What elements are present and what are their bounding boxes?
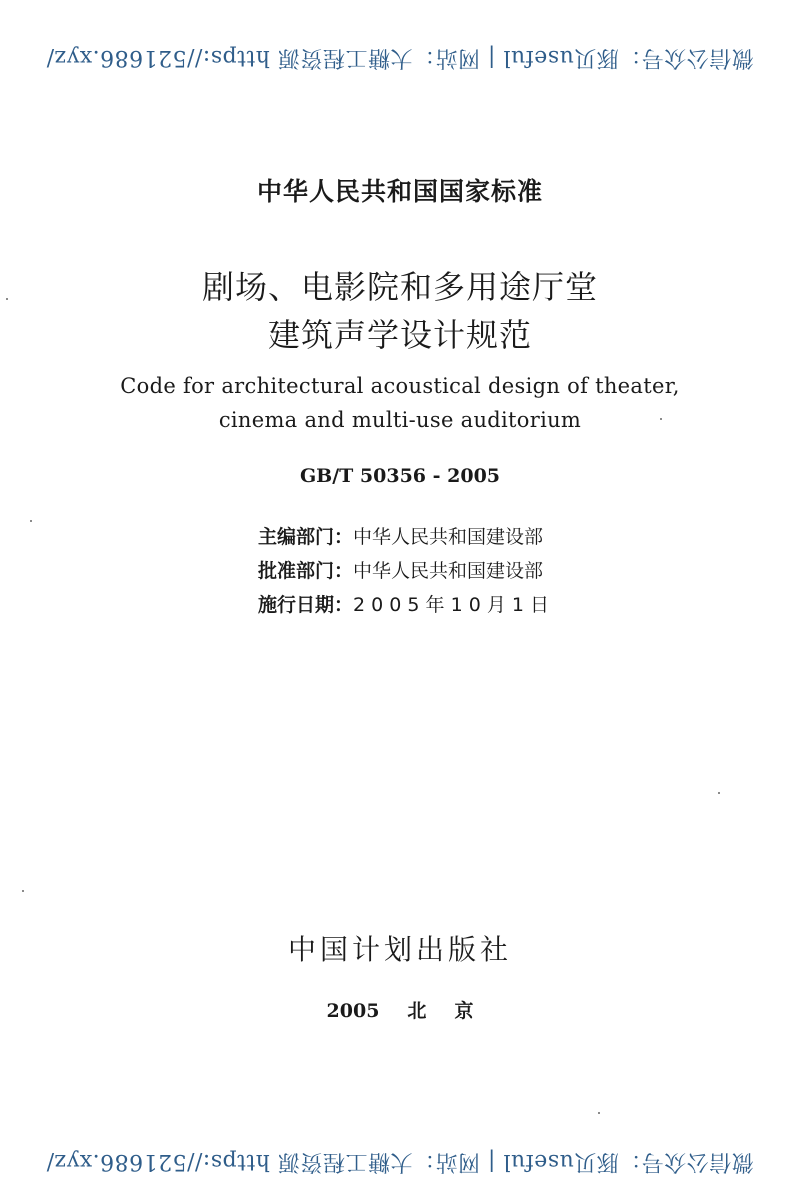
title-line-2: 建筑声学设计规范 bbox=[267, 316, 532, 354]
publication-city-2: 京 bbox=[454, 1000, 474, 1022]
scan-speck bbox=[718, 792, 720, 794]
standard-category: 中华人民共和国国家标准 bbox=[256, 177, 543, 206]
scan-speck bbox=[30, 520, 32, 522]
editor-label: 主编部门： bbox=[258, 526, 354, 548]
watermark-bottom: 微信公众号：豚贝useful | 网站：大糖工程资源 https://521686.xyz/ bbox=[46, 1149, 754, 1174]
effective-value: 2 0 0 5 年 1 0 月 1 日 bbox=[353, 594, 549, 616]
editor-value: 中华人民共和国建设部 bbox=[353, 526, 544, 548]
approver-label: 批准部门： bbox=[258, 560, 354, 582]
standard-code: GB/T 50356 - 2005 bbox=[299, 465, 501, 487]
publication-year: 2005 bbox=[326, 1000, 380, 1022]
effective-label: 施行日期： bbox=[258, 594, 354, 616]
editor-department bbox=[258, 522, 543, 549]
approver-department bbox=[258, 556, 543, 583]
title-line-1: 剧场、电影院和多用途厅堂 bbox=[201, 268, 598, 306]
approver-value: 中华人民共和国建设部 bbox=[353, 560, 544, 582]
scan-speck bbox=[660, 418, 662, 420]
publisher-name: 中国计划出版社 bbox=[287, 933, 512, 966]
scan-speck bbox=[598, 1112, 600, 1114]
english-title-line-1: Code for architectural acoustical design of theater, bbox=[120, 374, 680, 398]
scan-speck bbox=[22, 890, 24, 892]
publication-city-1: 北 bbox=[407, 1000, 427, 1022]
scan-speck bbox=[6, 298, 8, 300]
watermark-top: 微信公众号：豚贝useful | 网站：大糖工程资源 https://521686.xyz/ bbox=[46, 45, 754, 70]
english-title-line-2: cinema and multi-use auditorium bbox=[218, 408, 582, 432]
publication-info bbox=[0, 996, 800, 1023]
effective-date bbox=[258, 590, 549, 617]
